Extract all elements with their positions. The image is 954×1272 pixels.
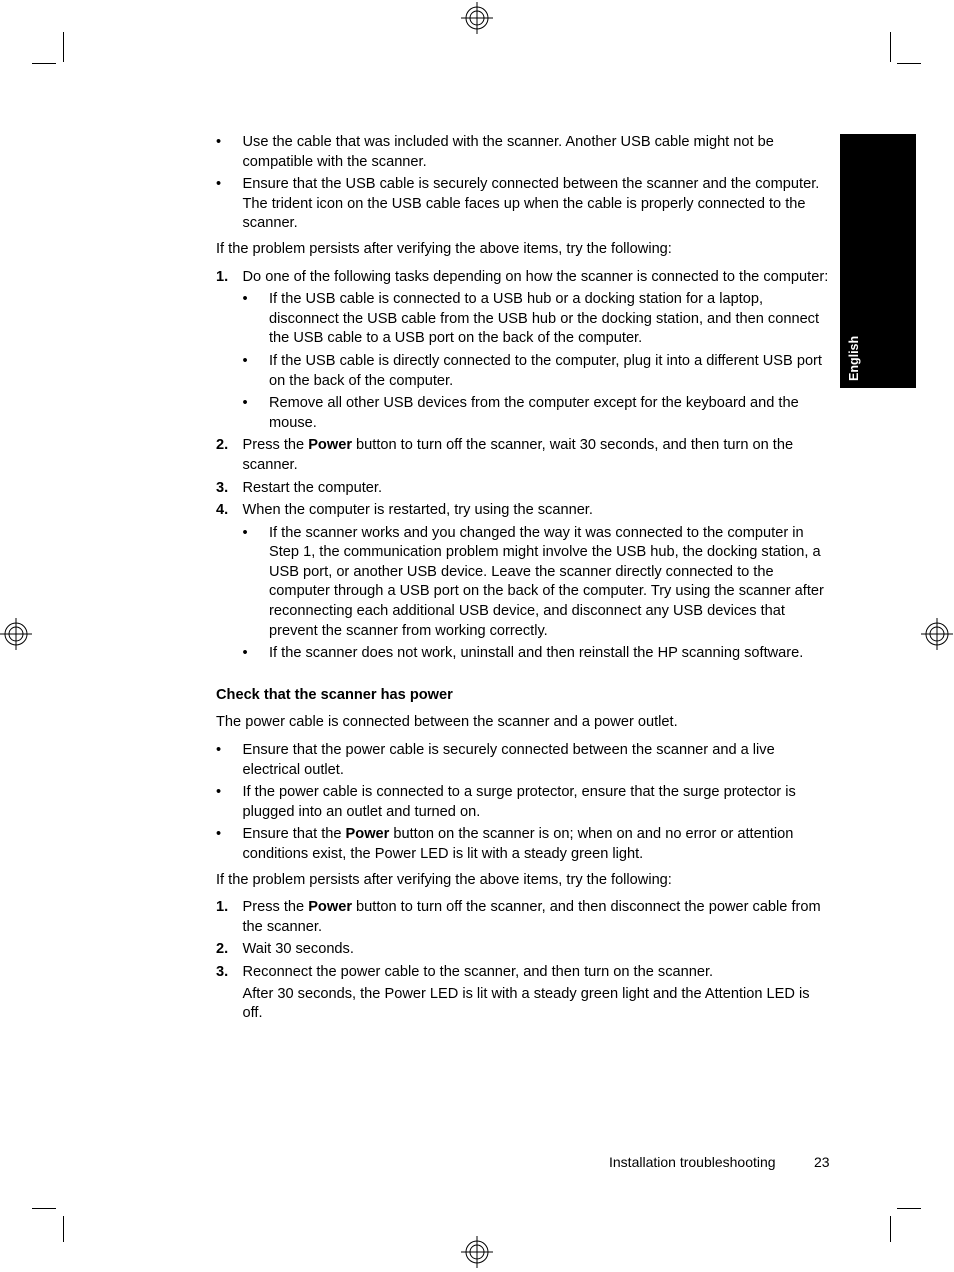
power-button-label: Power — [308, 437, 352, 454]
sub-bullet-list — [216, 290, 832, 433]
numbered-steps — [216, 898, 832, 1024]
language-tab-label: English — [847, 335, 861, 381]
crop-mark — [32, 1208, 56, 1209]
power-button-label: Power — [345, 826, 390, 843]
bullet-icon: • — [216, 826, 222, 843]
power-button-label: Power — [308, 899, 352, 916]
list-item: • If the USB cable is connected to a USB hub or a docking station for a laptop, disconnect the USB cable from the USB hub or the docking station, and then connect the USB cable to a USB port on the back of the computer. — [242, 291, 820, 347]
registration-mark-icon — [461, 1236, 493, 1268]
list-item: • If the scanner does not work, uninstall and then reinstall the HP scanning software. — [243, 644, 833, 664]
registration-mark-icon — [921, 618, 953, 650]
registration-mark-icon — [0, 618, 32, 650]
bullet-icon: • — [242, 395, 248, 412]
list-item: • If the power cable is connected to a surge protector, ensure that the surge protector is plugged into an outlet and turned on. — [216, 784, 796, 820]
bullet-icon: • — [242, 645, 248, 662]
footer-title: Installation troubleshooting — [609, 1154, 776, 1170]
crop-mark — [32, 63, 56, 64]
step-item: 2. Wait 30 seconds. — [216, 940, 832, 960]
list-item: • Ensure that the USB cable is securely connected between the scanner and the computer. The trident icon on the USB cable faces up when the cable is properly connected to the scanner. — [216, 176, 820, 232]
sub-bullet-list — [216, 524, 832, 664]
list-item: • Use the cable that was included with the scanner. Another USB cable might not be compatible with the scanner. — [216, 134, 774, 170]
paragraph: The power cable is connected between the scanner and a power outlet. — [216, 714, 678, 731]
crop-mark — [890, 1216, 891, 1242]
list-item: • If the scanner works and you changed the way it was connected to the computer in Step 1, the communication problem might involve the USB hub, the docking station, a USB port, or another USB device. Leave the scanner directly connected to the computer through a USB port on the back of the computer. Try using the scanner after reconnecting each additional USB device, and disconnect any USB devices that prevent the scanner from working correctly. — [242, 524, 824, 639]
step-number: 3. — [216, 963, 229, 980]
paragraph: If the problem persists after verifying the above items, try the following: — [216, 240, 672, 257]
list-item: • Ensure that the Power button on the scanner is on; when on and no error or attention conditions exist, the Power LED is lit with a steady green light. — [216, 826, 794, 862]
bullet-icon: • — [216, 784, 222, 801]
bullet-icon: • — [242, 291, 248, 308]
step-number: 3. — [216, 479, 229, 496]
page-number: 23 — [814, 1154, 830, 1170]
registration-mark-icon — [461, 2, 493, 34]
bullet-icon: • — [242, 524, 248, 541]
step-item: 3. Restart the computer. — [216, 479, 832, 499]
step-item: 2. Press the Power button to turn off the scanner, wait 30 seconds, and then turn on the scanner. — [216, 437, 794, 473]
step-number: 1. — [216, 268, 229, 285]
crop-mark — [897, 63, 921, 64]
step-number: 2. — [216, 941, 229, 958]
cable-checklist — [216, 133, 832, 234]
power-checklist — [216, 741, 832, 865]
numbered-steps — [216, 268, 832, 664]
crop-mark — [63, 32, 64, 62]
step-number: 2. — [216, 437, 229, 454]
step-note: After 30 seconds, the Power LED is lit with a steady green light and the Attention LED is off. — [242, 985, 810, 1022]
crop-mark — [890, 32, 891, 62]
step-item: 1. Press the Power button to turn off the scanner, and then disconnect the power cable from the scanner. — [216, 899, 821, 935]
bullet-icon: • — [242, 352, 248, 369]
step-item: 3. Reconnect the power cable to the scanner, and then turn on the scanner. After 30 seconds, the Power LED is lit with a steady green light and the Attention LED is off. — [216, 963, 832, 1024]
step-item: 1. Do one of the following tasks depending on how the scanner is connected to the computer: — [216, 268, 832, 288]
crop-mark — [897, 1208, 921, 1209]
step-item: 4. When the computer is restarted, try using the scanner. — [216, 501, 832, 521]
bullet-icon: • — [216, 176, 222, 193]
bullet-icon: • — [216, 742, 222, 759]
bullet-icon: • — [216, 134, 222, 150]
paragraph: If the problem persists after verifying the above items, try the following: — [216, 871, 672, 888]
crop-mark — [63, 1216, 64, 1242]
step-number: 1. — [216, 899, 229, 916]
list-item: • Ensure that the power cable is securely connected between the scanner and a live electrical outlet. — [216, 742, 775, 778]
page-content — [216, 133, 832, 1030]
list-item: • Remove all other USB devices from the computer except for the keyboard and the mouse. — [242, 395, 799, 431]
section-heading: Check that the scanner has power — [216, 686, 453, 703]
step-number: 4. — [216, 502, 229, 519]
list-item: • If the USB cable is directly connected to the computer, plug it into a different USB port on the back of the computer. — [242, 352, 822, 389]
